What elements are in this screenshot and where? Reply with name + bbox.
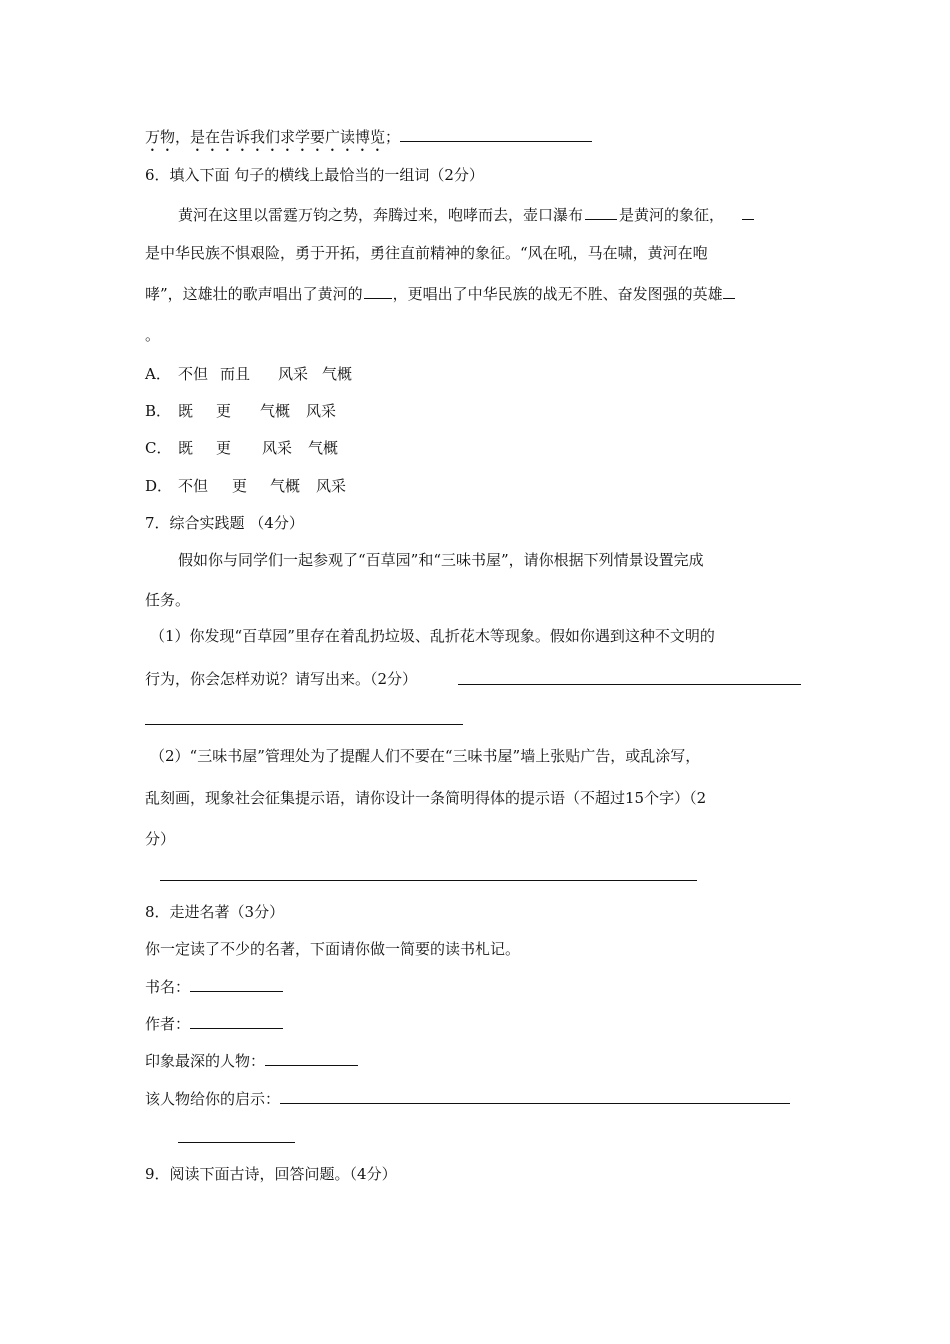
book-title-field [145, 976, 283, 996]
character-blank[interactable] [265, 1050, 358, 1066]
option-word: 风采 [316, 477, 347, 495]
question-6-title: 6．填入下面 句子的横线上最恰当的一组词（2分） [145, 166, 484, 184]
question-7-title: 7．综合实践题 （4分） [145, 514, 304, 532]
option-a[interactable] [145, 364, 352, 384]
question-7-sub-2-line-2: 乱刻画，现象社会征集提示语，请你设计一条简明得体的提示语（不超过15个字）（2 [145, 789, 707, 807]
fill-blank-2[interactable] [742, 204, 754, 220]
fill-blank-1[interactable] [585, 204, 617, 220]
option-letter: B． [145, 402, 172, 420]
question-7-sub-2-line-3: 分） [145, 830, 176, 848]
question-9-title: 9．阅读下面古诗，回答问题。（4分） [145, 1165, 397, 1183]
field-label: 该人物给你的启示： [145, 1090, 281, 1108]
option-word: 不但 [178, 477, 209, 495]
option-word: 风采 [262, 439, 293, 457]
question-7-intro-line-1: 假如你与同学们一起参观了“百草园”和“三味书屋”，请你根据下列情景设置完成 [178, 551, 704, 569]
answer-line[interactable] [145, 724, 463, 725]
field-label: 印象最深的人物： [145, 1052, 266, 1070]
question-6-passage-line-3 [145, 283, 735, 303]
question-8-title: 8．走进名著（3分） [145, 903, 285, 921]
option-word: 气概 [260, 402, 291, 420]
character-field [145, 1050, 358, 1070]
option-word: 而且 [220, 365, 251, 383]
option-letter: D． [145, 477, 173, 495]
option-word: 更 [216, 439, 232, 457]
option-letter: A． [145, 365, 171, 383]
fill-blank-3[interactable] [364, 283, 392, 299]
insight-blank[interactable] [280, 1088, 790, 1104]
fill-blank-4[interactable] [723, 283, 735, 299]
option-word: 气概 [322, 365, 353, 383]
option-word: 不但 [178, 365, 209, 383]
option-d[interactable] [145, 476, 346, 496]
option-letter: C． [145, 439, 172, 457]
question-6-passage-line-1 [178, 204, 754, 224]
answer-line-reading [145, 126, 592, 146]
answer-blank[interactable] [400, 126, 592, 142]
option-word: 既 [178, 439, 194, 457]
passage-text: 是黄河的象征， [619, 206, 725, 224]
passage-text: ，更唱出了中华民族的战无不胜、奋发图强的英雄 [392, 285, 723, 303]
question-6-passage-line-4: 。 [145, 326, 161, 344]
option-b[interactable] [145, 401, 336, 421]
sub-question-text: 行为，你会怎样劝说？请写出来。（2分） [145, 670, 418, 688]
book-title-blank[interactable] [190, 976, 283, 992]
question-6-passage-line-2: 是中华民族不惧艰险，勇于开拓，勇往直前精神的象征。“风在吼，马在啸，黄河在咆 [145, 244, 708, 262]
answer-line[interactable] [160, 880, 697, 881]
insight-field [145, 1088, 790, 1108]
question-7-intro-line-2: 任务。 [145, 591, 191, 609]
question-7-sub-2-line-1: （2）“三味书屋”管理处为了提醒人们不要在“三味书屋”墙上张贴广告，或乱涂写， [150, 747, 701, 765]
question-7-sub-1-line-2 [145, 669, 417, 689]
passage-text: 哮”，这雄壮的歌声唱出了黄河的 [145, 285, 363, 303]
option-word: 气概 [308, 439, 339, 457]
option-word: 既 [178, 402, 194, 420]
author-blank[interactable] [190, 1013, 283, 1029]
field-label: 作者： [145, 1015, 191, 1033]
question-7-sub-1-line-1: （1）你发现“百草园”里存在着乱扔垃圾、乱折花木等现象。假如你遇到这种不文明的 [150, 627, 715, 645]
question-8-intro: 你一定读了不少的名著，下面请你做一简要的读书札记。 [145, 940, 521, 958]
option-word: 风采 [278, 365, 309, 383]
emphasized-text: 万物，是在告诉我们求学要广读博览； [145, 128, 401, 146]
passage-text: 黄河在这里以雷霆万钧之势，奔腾过来，咆哮而去，壶口瀑布 [178, 206, 584, 224]
option-word: 更 [232, 477, 248, 495]
option-word: 风采 [306, 402, 337, 420]
answer-line[interactable] [458, 684, 801, 685]
option-c[interactable] [145, 438, 338, 458]
option-word: 气概 [270, 477, 301, 495]
answer-line[interactable] [178, 1142, 295, 1143]
field-label: 书名： [145, 978, 191, 996]
author-field [145, 1013, 283, 1033]
option-word: 更 [216, 402, 232, 420]
